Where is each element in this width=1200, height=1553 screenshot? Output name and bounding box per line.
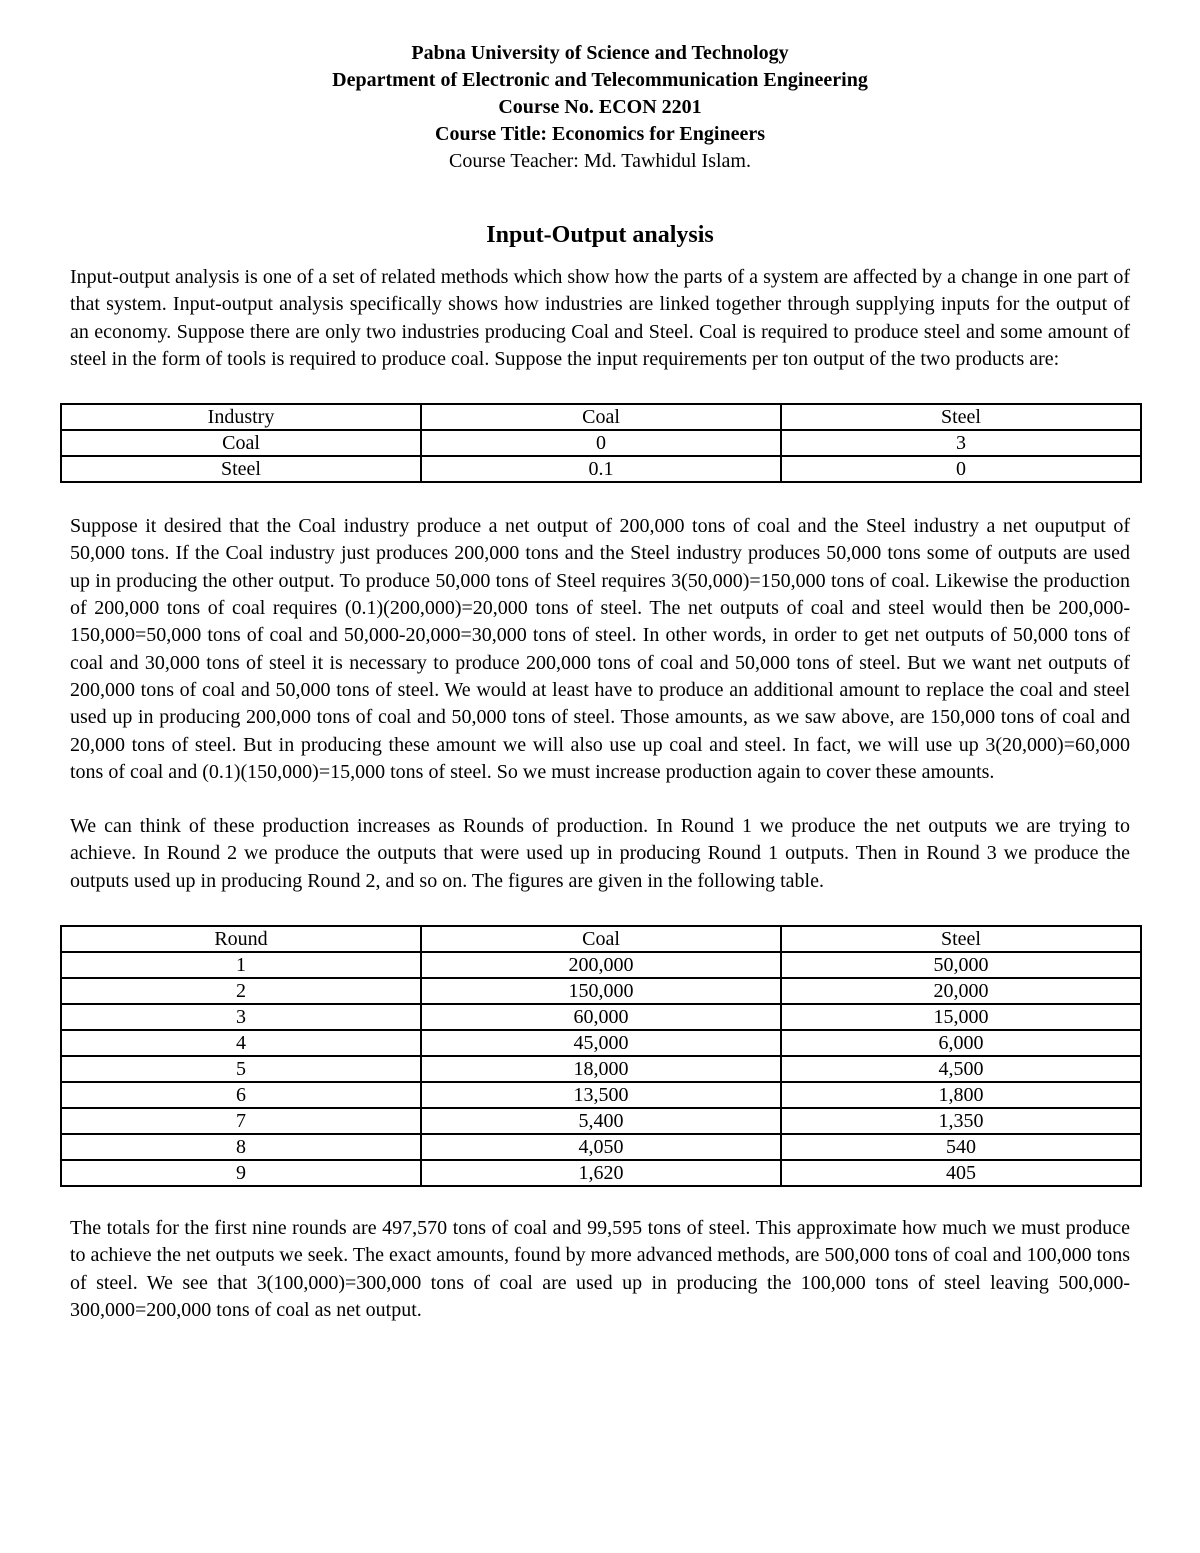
table-cell: 60,000 bbox=[421, 1004, 781, 1030]
table-cell: 540 bbox=[781, 1134, 1141, 1160]
production-rounds-table bbox=[60, 925, 1142, 1187]
table-row bbox=[61, 1082, 1141, 1108]
table-cell: 50,000 bbox=[781, 952, 1141, 978]
table-cell: 45,000 bbox=[421, 1030, 781, 1056]
table-header-row bbox=[61, 404, 1141, 430]
table-header-cell: Coal bbox=[421, 404, 781, 430]
table-header-row bbox=[61, 926, 1141, 952]
table-row bbox=[61, 952, 1141, 978]
table-cell: 15,000 bbox=[781, 1004, 1141, 1030]
university-name: Pabna University of Science and Technology bbox=[411, 42, 789, 64]
course-teacher: Course Teacher: Md. Tawhidul Islam. bbox=[449, 150, 751, 172]
table-cell: 1,800 bbox=[781, 1082, 1141, 1108]
table-cell: 13,500 bbox=[421, 1082, 781, 1108]
table-header-cell: Industry bbox=[61, 404, 421, 430]
table-cell: 4,500 bbox=[781, 1056, 1141, 1082]
table-cell: 7 bbox=[61, 1108, 421, 1134]
table-cell: 4,050 bbox=[421, 1134, 781, 1160]
table-row bbox=[61, 430, 1141, 456]
table-cell: 5 bbox=[61, 1056, 421, 1082]
table-cell: 4 bbox=[61, 1030, 421, 1056]
table-cell: 5,400 bbox=[421, 1108, 781, 1134]
paragraph-example: Suppose it desired that the Coal industry produce a net output of 200,000 tons of coal and the Steel industry a net ouputput of 50,000 tons. If the Coal industry just produces 200,000 tons and the Steel industry produces 50,000 tons some of outputs are used up in producing the other output. To produce 50,000 tons of Steel requires 3(50,000)=150,000 tons of coal. Likewise the production of 200,000 tons of coal requires (0.1)(200,000)=20,000 tons of steel. The net outputs of coal and steel would then be 200,000-150,000=50,000 tons of coal and 50,000-20,000=30,000 tons of steel. In other words, in order to get net outputs of 50,000 tons of coal and 30,000 tons of steel it is necessary to produce 200,000 tons of coal and 50,000 tons of steel. But we want net outputs of 200,000 tons of coal and 50,000 tons of steel. We would at least have to produce an additional amount to replace the coal and steel used up in producing 200,000 tons of coal and 50,000 tons of steel. Those amounts, as we saw above, are 150,000 tons of coal and 20,000 tons of steel. But in producing these amount we will also use up coal and steel. In fact, we will use up 3(20,000)=60,000 tons of coal and (0.1)(150,000)=15,000 tons of steel. So we must increase production again to cover these amounts. bbox=[70, 515, 1130, 783]
table-cell: Coal bbox=[61, 430, 421, 456]
table-cell: 3 bbox=[61, 1004, 421, 1030]
table-row bbox=[61, 1056, 1141, 1082]
department-name: Department of Electronic and Telecommunication Engineering bbox=[332, 69, 868, 91]
table-cell: 0 bbox=[781, 456, 1141, 482]
table-header-cell: Round bbox=[61, 926, 421, 952]
table-cell: 1,620 bbox=[421, 1160, 781, 1186]
document-page bbox=[70, 40, 1130, 1324]
table-row bbox=[61, 1160, 1141, 1186]
table-row bbox=[61, 456, 1141, 482]
table-cell: 3 bbox=[781, 430, 1141, 456]
table-header-cell: Coal bbox=[421, 926, 781, 952]
course-title: Course Title: Economics for Engineers bbox=[435, 123, 765, 145]
table-cell: 8 bbox=[61, 1134, 421, 1160]
table-row bbox=[61, 1004, 1141, 1030]
table-row bbox=[61, 978, 1141, 1004]
table-cell: 1,350 bbox=[781, 1108, 1141, 1134]
table-cell: 6,000 bbox=[781, 1030, 1141, 1056]
course-number: Course No. ECON 2201 bbox=[498, 96, 702, 118]
table-cell: 0 bbox=[421, 430, 781, 456]
table-cell: 20,000 bbox=[781, 978, 1141, 1004]
table-header-cell: Steel bbox=[781, 404, 1141, 430]
table-cell: 1 bbox=[61, 952, 421, 978]
table-cell: 9 bbox=[61, 1160, 421, 1186]
document-header bbox=[70, 40, 1130, 175]
paragraph-rounds: We can think of these production increases as Rounds of production. In Round 1 we produce the net outputs we are trying to achieve. In Round 2 we produce the outputs that were used up in producing Round 1 outputs. Then in Round 3 we produce the outputs used up in producing Round 2, and so on. The figures are given in the following table. bbox=[70, 815, 1130, 892]
input-requirements-table bbox=[60, 403, 1142, 483]
table-cell: 18,000 bbox=[421, 1056, 781, 1082]
table-cell: 150,000 bbox=[421, 978, 781, 1004]
table-cell: Steel bbox=[61, 456, 421, 482]
table-cell: 200,000 bbox=[421, 952, 781, 978]
table-row bbox=[61, 1134, 1141, 1160]
table-cell: 6 bbox=[61, 1082, 421, 1108]
page-title: Input-Output analysis bbox=[486, 222, 714, 248]
paragraph-intro: Input-output analysis is one of a set of related methods which show how the parts of a system are affected by a change in one part of that system. Input-output analysis specifically shows how industries are linked together through supplying inputs for the output of an economy. Suppose there are only two industries producing Coal and Steel. Coal is required to produce steel and some amount of steel in the form of tools is required to produce coal. Suppose the input requirements per ton output of the two products are: bbox=[70, 266, 1130, 370]
paragraph-totals: The totals for the first nine rounds are 497,570 tons of coal and 99,595 tons of steel. This approximate how much we must produce to achieve the net outputs we seek. The exact amounts, found by more advanced methods, are 500,000 tons of coal and 100,000 tons of steel. We see that 3(100,000)=300,000 tons of coal are used up in producing the 100,000 tons of steel leaving 500,000-300,000=200,000 tons of coal as net output. bbox=[70, 1217, 1130, 1321]
table-cell: 405 bbox=[781, 1160, 1141, 1186]
table-header-cell: Steel bbox=[781, 926, 1141, 952]
table-cell: 2 bbox=[61, 978, 421, 1004]
table-row bbox=[61, 1108, 1141, 1134]
table-row bbox=[61, 1030, 1141, 1056]
table-cell: 0.1 bbox=[421, 456, 781, 482]
